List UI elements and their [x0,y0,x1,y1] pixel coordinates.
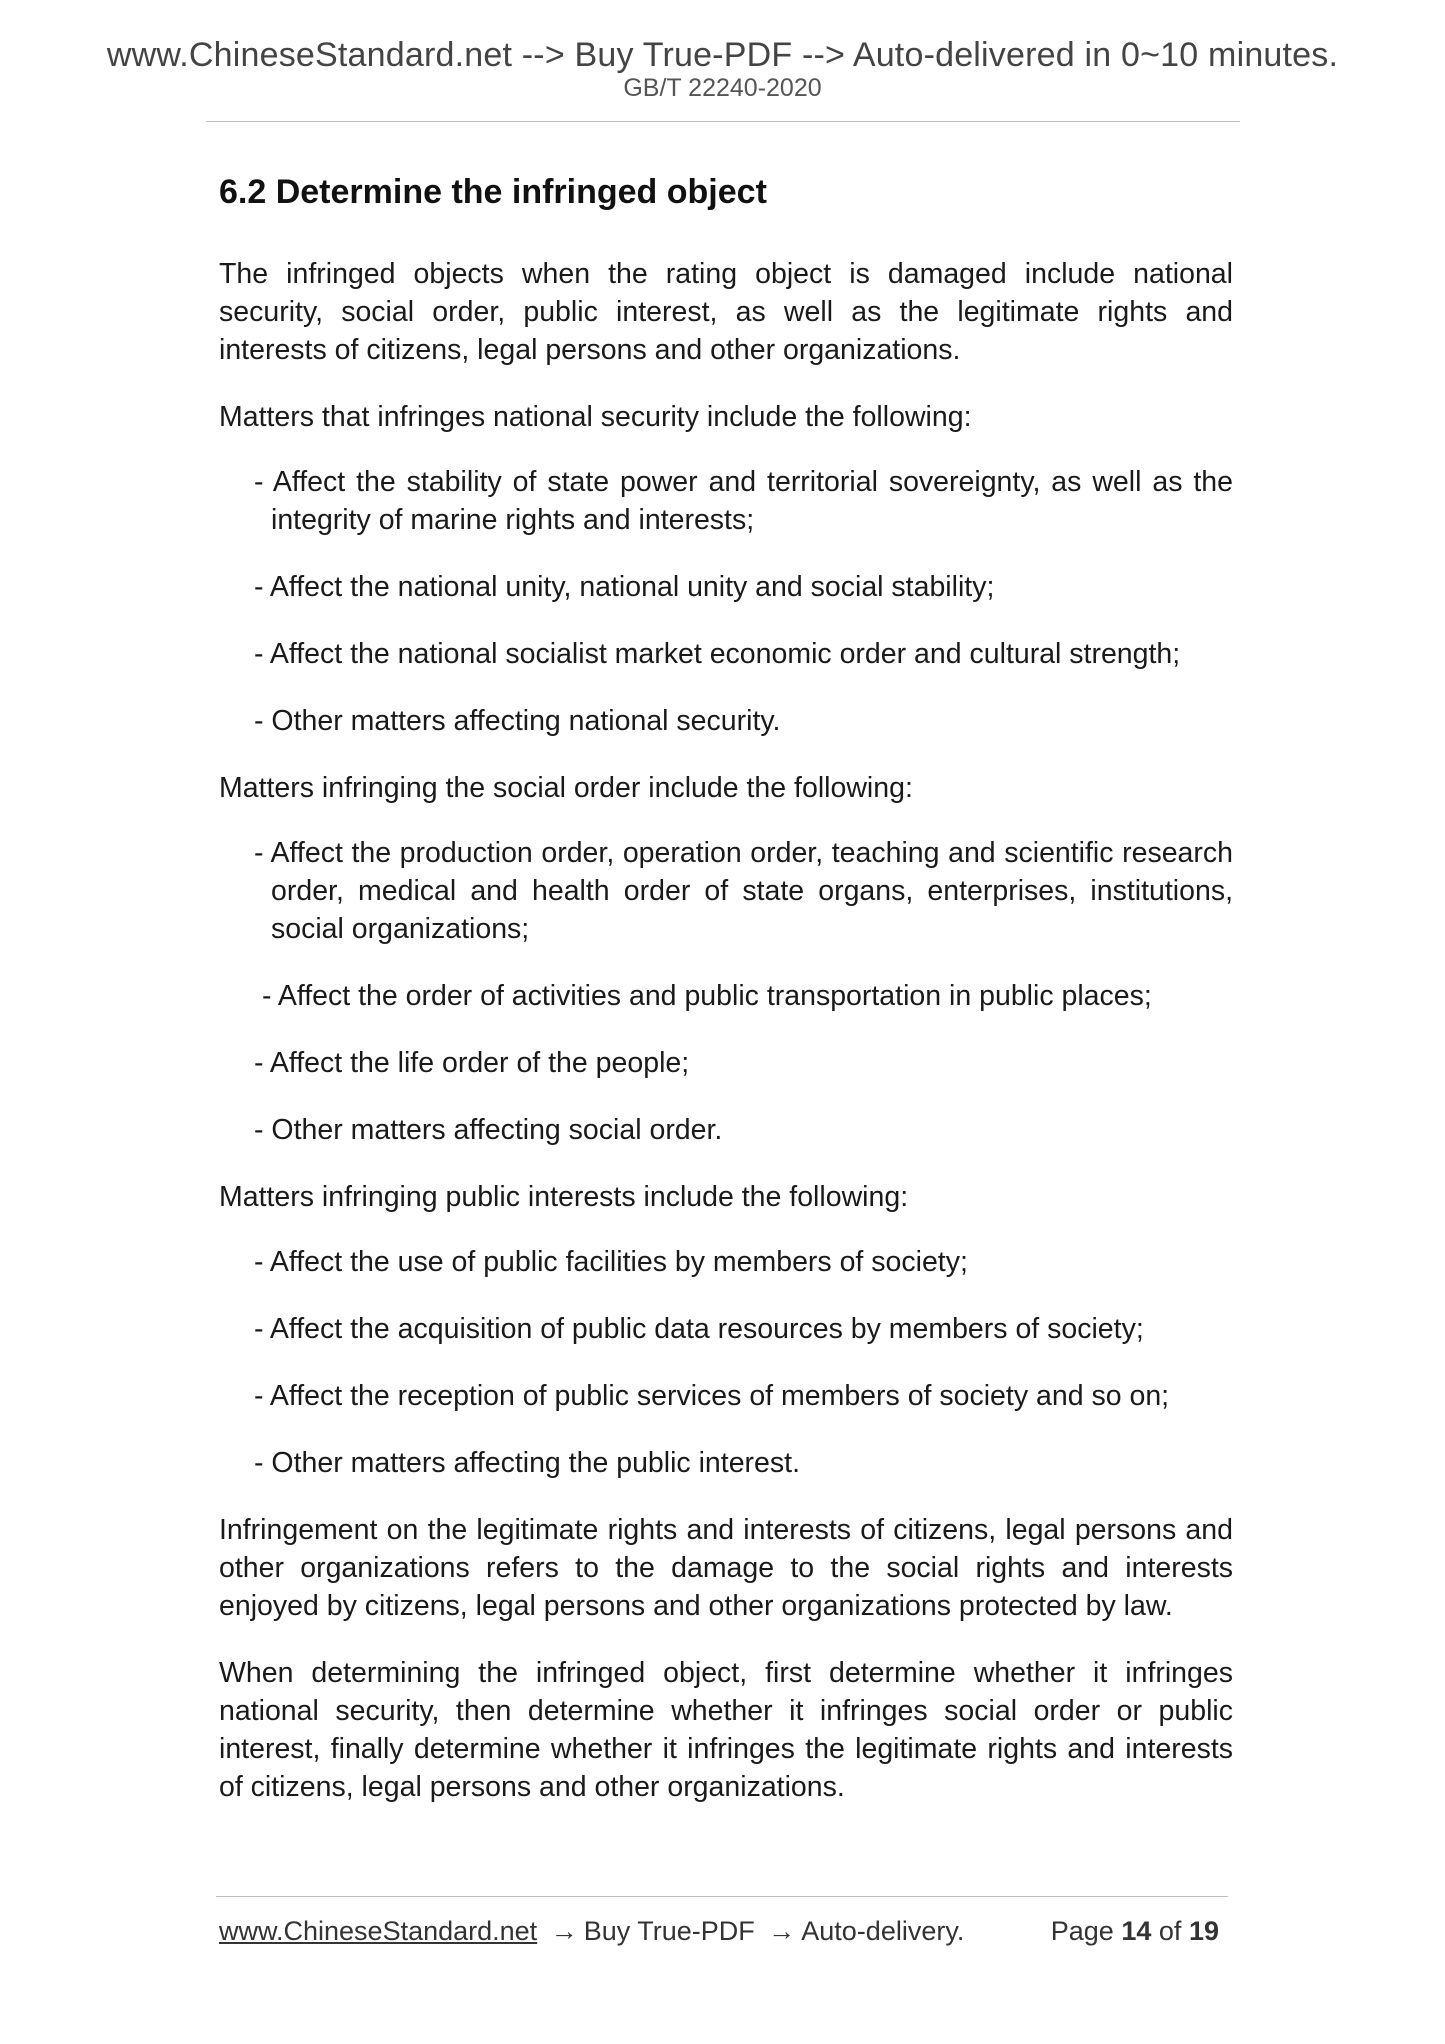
list-item: - Affect the stability of state power and territorial sovereignty, as well as the integrity of marine rights and interests; [254,465,1233,536]
site-link[interactable]: www.ChineseStandard.net [219,1916,538,1946]
list-item: - Other matters affecting the public interest. [254,1446,800,1479]
buy-text: Buy True-PDF [583,1916,755,1946]
list-item: - Affect the life order of the people; [254,1046,690,1079]
procedure-paragraph: When determining the infringed object, first determine whether it infringes national security, then determine whether it infringes social order or public interest, finally determine whether it infringes the legitimate rights and interests of citizens, legal persons and other organizations. [219,1656,1233,1803]
list-item: - Affect the order of activities and public transportation in public places; [262,979,1152,1012]
list-item: - Affect the national unity, national unity and social stability; [254,570,995,603]
list-item: - Affect the use of public facilities by members of society; [254,1245,968,1278]
section-heading: 6.2 Determine the infringed object [219,173,767,211]
arrow-right-icon: → [550,1916,578,1946]
delivery-text: Auto-delivery. [801,1916,965,1946]
page-body [219,172,1233,1835]
list-item: - Affect the national socialist market economic order and cultural strength; [254,637,1181,670]
page-current: 14 [1121,1916,1152,1946]
arrow-right-icon: → [768,1916,796,1946]
citizens-rights-paragraph: Infringement on the legitimate rights and interests of citizens, legal persons and other organizations refers to the damage to the social rights and interests enjoyed by citizens, legal persons and other organizations protected by law. [219,1513,1233,1622]
standard-code: GB/T 22240-2020 [623,74,822,102]
list-item: - Other matters affecting social order. [254,1113,723,1146]
footer-links [219,1916,964,1947]
list-item: - Affect the acquisition of public data resources by members of society; [254,1312,1144,1345]
page-indicator [1051,1916,1219,1947]
of-label: of [1158,1916,1182,1946]
social-order-lead: Matters infringing the social order include the following: [219,771,913,804]
page-total: 19 [1188,1916,1219,1946]
list-item: - Other matters affecting national security. [254,704,781,737]
top-banner: www.ChineseStandard.net --> Buy True-PDF --> Auto-delivered in 0~10 minutes. [106,36,1339,74]
national-security-lead: Matters that infringes national security include the following: [219,400,972,433]
public-interest-lead: Matters infringing public interests include the following: [219,1180,909,1213]
list-item: - Affect the reception of public services of members of society and so on; [254,1379,1170,1412]
intro-paragraph: The infringed objects when the rating object is damaged include national security, social order, public interest, as well as the legitimate rights and interests of citizens, legal persons and other organizations. [219,257,1233,366]
footer-divider [216,1896,1228,1897]
header-divider [206,121,1240,122]
page-label: Page [1050,1916,1114,1946]
list-item: - Affect the production order, operation order, teaching and scientific research order, medical and health order of state organs, enterprises, institutions, social organizations; [254,836,1233,945]
